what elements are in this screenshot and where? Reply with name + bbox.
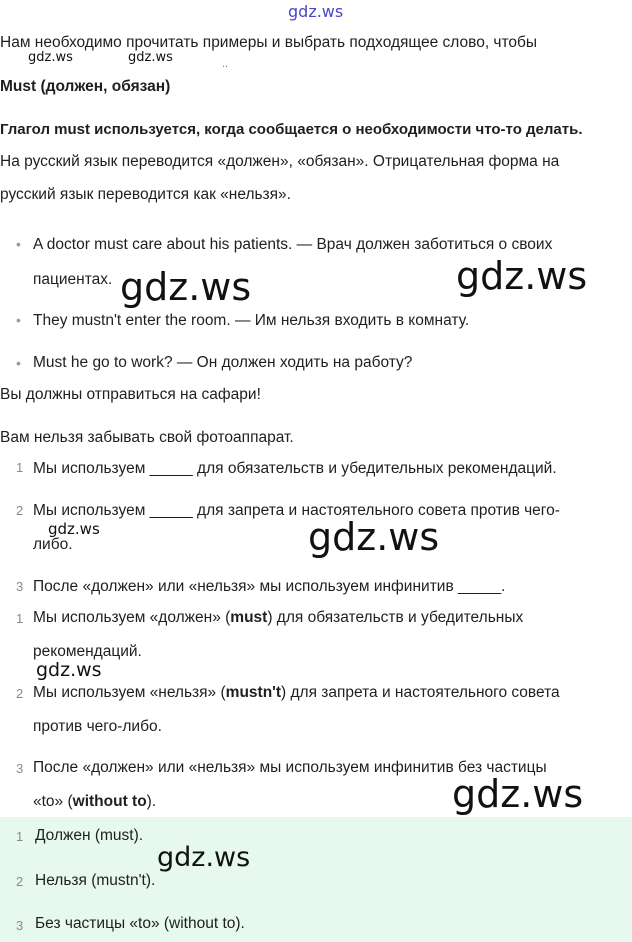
example-2: They mustn't enter the room. — Им нельзя входить в комнату. bbox=[33, 312, 470, 329]
filled-2-line1: Мы используем «нельзя» (mustn't) для запрета и настоятельного совета bbox=[33, 684, 560, 701]
heading: Must (должен, обязан) bbox=[0, 78, 171, 95]
rule-bold: Глагол must используется, когда сообщается о необходимости что-то делать. bbox=[0, 121, 583, 138]
watermark: gdz.ws bbox=[48, 520, 100, 538]
task-2-number: 2 bbox=[16, 503, 24, 518]
watermark: gdz.ws bbox=[36, 659, 102, 681]
filled-2-line2: против чего-либо. bbox=[33, 718, 162, 735]
sentence-1: Вы должны отправиться на сафари! bbox=[0, 386, 261, 403]
bullet-icon: • bbox=[16, 236, 21, 252]
dots: .. bbox=[222, 58, 229, 70]
watermark: gdz.ws bbox=[157, 842, 251, 873]
answer-1: Должен (must). bbox=[35, 827, 144, 844]
filled-2-number: 2 bbox=[16, 686, 24, 701]
rule-line-1: На русский язык переводится «должен», «обязан». Отрицательная форма на bbox=[0, 153, 560, 170]
task-1-number: 1 bbox=[16, 460, 24, 475]
bullet-icon: • bbox=[16, 355, 21, 371]
watermark: gdz.ws bbox=[28, 50, 73, 65]
task-2-line2: либо. bbox=[33, 536, 73, 553]
answer-2-number: 2 bbox=[16, 874, 24, 889]
example-3: Must he go to work? — Он должен ходить на работу? bbox=[33, 354, 413, 371]
filled-1-number: 1 bbox=[16, 611, 24, 626]
answer-3: Без частицы «to» (without to). bbox=[35, 915, 245, 932]
bullet-icon: • bbox=[16, 312, 21, 328]
rule-line-2: русский язык переводится как «нельзя». bbox=[0, 186, 291, 203]
watermark: gdz.ws bbox=[456, 254, 588, 298]
watermark: gdz.ws bbox=[128, 50, 173, 65]
filled-3-line2: «to» (without to). bbox=[33, 793, 157, 810]
watermark: gdz.ws bbox=[308, 515, 440, 559]
example-1-line2: пациентах. bbox=[33, 271, 113, 288]
example-1-line1: A doctor must care about his patients. — Врач должен заботиться о своих bbox=[33, 236, 553, 253]
watermark: gdz.ws bbox=[452, 772, 584, 816]
answer-2: Нельзя (mustn't). bbox=[35, 872, 156, 889]
task-2-line1: Мы используем _____ для запрета и настоятельного совета против чего- bbox=[33, 502, 560, 519]
task-3-text: После «должен» или «нельзя» мы используем инфинитив _____. bbox=[33, 578, 506, 595]
filled-1-line1: Мы используем «должен» (must) для обязательств и убедительных bbox=[33, 609, 524, 626]
filled-3-number: 3 bbox=[16, 761, 24, 776]
answer-1-number: 1 bbox=[16, 829, 24, 844]
intro-text: Нам необходимо прочитать примеры и выбрать подходящее слово, чтобы bbox=[0, 34, 538, 51]
filled-3-line1: После «должен» или «нельзя» мы используем инфинитив без частицы bbox=[33, 759, 547, 776]
sentence-2: Вам нельзя забывать свой фотоаппарат. bbox=[0, 429, 294, 446]
task-1-text: Мы используем _____ для обязательств и убедительных рекомендаций. bbox=[33, 460, 557, 477]
filled-1-line2: рекомендаций. bbox=[33, 643, 142, 660]
watermark: gdz.ws bbox=[120, 265, 252, 309]
watermark: gdz.ws bbox=[288, 2, 344, 21]
answer-3-number: 3 bbox=[16, 918, 24, 933]
task-3-number: 3 bbox=[16, 579, 24, 594]
